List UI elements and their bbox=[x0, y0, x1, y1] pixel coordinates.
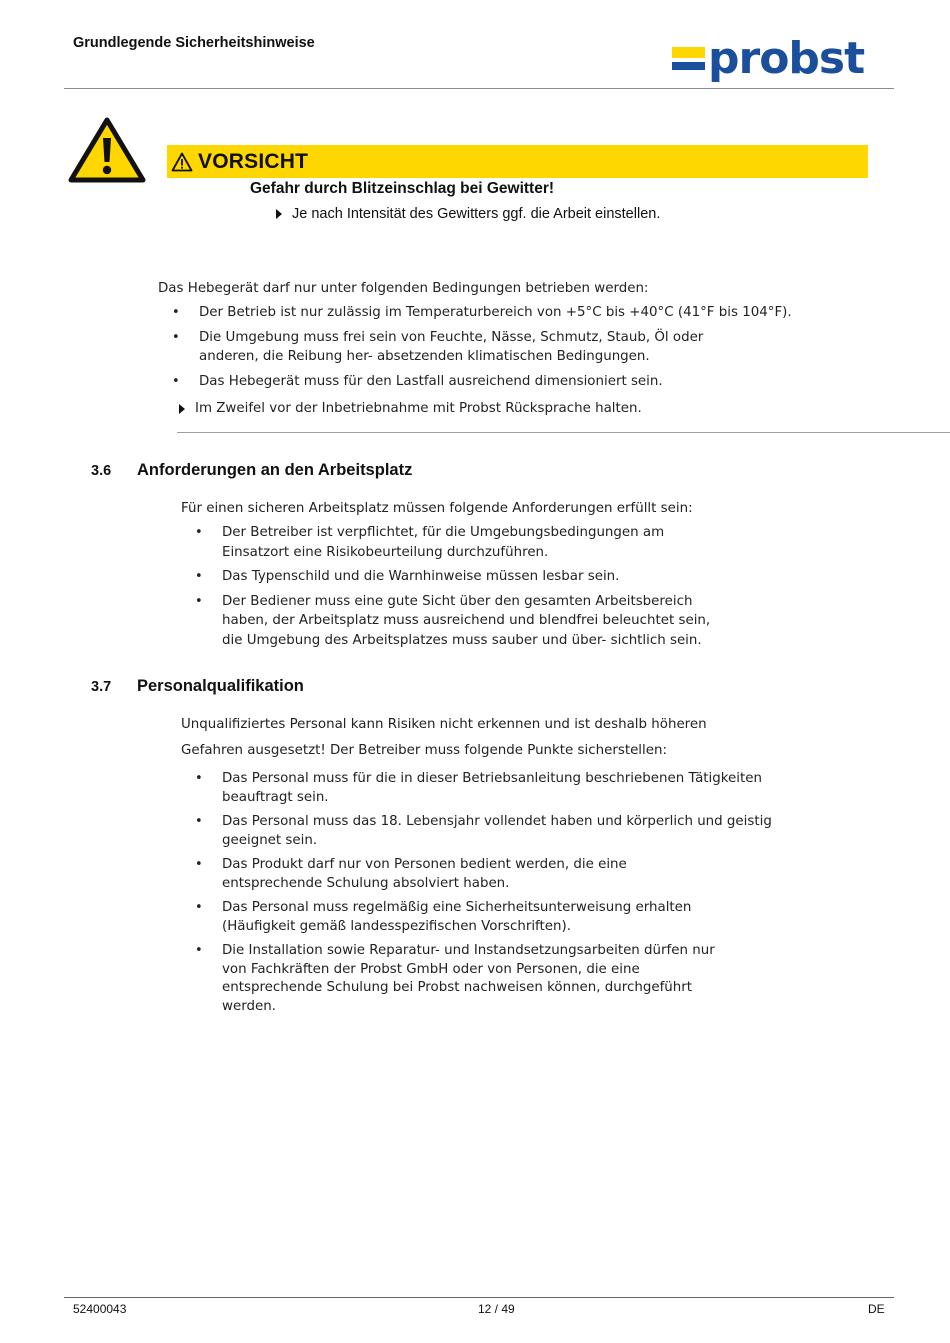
conditions-list bbox=[172, 303, 899, 396]
list-item-line: Die Installation sowie Reparatur- und Instandsetzungsarbeiten dürfen nur bbox=[222, 943, 715, 958]
list-item-line: geeignet sein. bbox=[222, 832, 318, 848]
list-item-line: die Umgebung des Arbeitsplatzes muss sauber und über- sichtlich sein. bbox=[222, 632, 702, 648]
list-item-line: (Häufigkeit gemäß landesspezifischen Vorschriften). bbox=[222, 918, 571, 934]
footer-divider bbox=[64, 1297, 894, 1298]
workplace-requirements-list bbox=[195, 523, 902, 655]
logo-text: probst bbox=[708, 38, 865, 84]
list-item-line: entsprechende Schulung absolviert haben. bbox=[222, 875, 510, 891]
page-header-title: Grundlegende Sicherheitshinweise bbox=[73, 35, 315, 51]
conditions-action-text: Im Zweifel vor der Inbetriebnahme mit Probst Rücksprache halten. bbox=[195, 401, 642, 416]
caution-sign-icon bbox=[171, 152, 193, 172]
list-item-line: beauftragt sein. bbox=[222, 789, 329, 805]
list-item: • Das Produkt darf nur von Personen bedient werden, die eine entsprechende Schulung absolviert haben. bbox=[222, 856, 912, 893]
list-item-line: Der Bediener muss eine gute Sicht über den gesamten Arbeitsbereich bbox=[222, 593, 693, 609]
list-item-line: entsprechende Schulung bei Probst nachweisen können, durchgeführt bbox=[222, 980, 693, 995]
list-item: • Das Personal muss regelmäßig eine Sicherheitsunterweisung erhalten (Häufigkeit gemäß landesspezifischen Vorschriften). bbox=[222, 899, 912, 936]
list-item-line: werden. bbox=[222, 998, 276, 1014]
warning-title: Gefahr durch Blitzeinschlag bei Gewitter! bbox=[250, 180, 555, 197]
list-item-line: von Fachkräften der Probst GmbH oder von Personen, die eine bbox=[222, 961, 640, 977]
warning-action-text: Je nach Intensität des Gewitters ggf. die Arbeit einstellen. bbox=[292, 206, 661, 222]
list-item-line: Der Betreiber ist verpflichtet, für die Umgebungsbedingungen am bbox=[222, 525, 665, 540]
list-item: • Das Typenschild und die Warnhinweise müssen lesbar sein. bbox=[222, 567, 902, 587]
list-item: • Der Betrieb ist nur zulässig im Temperaturbereich von +5°C bis +40°C (41°F bis 104°F). bbox=[199, 303, 899, 323]
action-arrow-icon bbox=[276, 209, 282, 219]
action-arrow-icon bbox=[179, 404, 185, 414]
list-item-line: anderen, die Reibung her- absetzenden klimatischen Bedingungen. bbox=[199, 349, 650, 364]
list-item: • Der Betreiber ist verpflichtet, für die Umgebungsbedingungen am Einsatzort eine Risikobeurteilung durchzuführen. bbox=[222, 523, 902, 562]
section-number: 3.6 bbox=[91, 463, 112, 479]
section-title: Personalqualifikation bbox=[137, 677, 304, 695]
list-item-line: Der Betrieb ist nur zulässig im Temperaturbereich von +5°C bis +40°C (41°F bis 104°F). bbox=[199, 305, 792, 320]
list-item-line: Einsatzort eine Risikobeurteilung durchzuführen. bbox=[222, 544, 549, 560]
list-item-line: Das Typenschild und die Warnhinweise müssen lesbar sein. bbox=[222, 569, 620, 584]
list-item: • Die Installation sowie Reparatur- und Instandsetzungsarbeiten dürfen nur von Fachkräften der Probst GmbH oder von Personen, die eine entsprechende Schulung bei Probst nachweisen können, durchgeführt werden. bbox=[222, 942, 912, 1016]
list-item-line: Das Personal muss regelmäßig eine Sicherheitsunterweisung erhalten bbox=[222, 900, 692, 915]
list-item: • Das Personal muss das 18. Lebensjahr vollendet haben und körperlich und geistig geeignet sein. bbox=[222, 813, 912, 850]
list-item-line: Das Personal muss für die in dieser Betriebsanleitung beschriebenen Tätigkeiten bbox=[222, 771, 762, 786]
list-item: • Das Personal muss für die in dieser Betriebsanleitung beschriebenen Tätigkeiten beauftragt sein. bbox=[222, 770, 912, 807]
caution-banner bbox=[167, 145, 868, 178]
footer-language: DE bbox=[868, 1302, 885, 1316]
warning-end-divider bbox=[177, 432, 950, 433]
list-item-line: Das Hebegerät muss für den Lastfall ausreichend dimensioniert sein. bbox=[199, 373, 663, 389]
footer-page-number: 12 / 49 bbox=[478, 1302, 515, 1316]
header-divider bbox=[64, 88, 894, 89]
list-item: • Der Bediener muss eine gute Sicht über den gesamten Arbeitsbereich haben, der Arbeitsplatz muss ausreichend und blendfrei beleuchtet sein, die Umgebung des Arbeitsplatzes muss sauber und über- sichtlich sein. bbox=[222, 592, 902, 651]
warning-action bbox=[276, 206, 660, 222]
list-item: • Das Hebegerät muss für den Lastfall ausreichend dimensioniert sein. bbox=[199, 372, 899, 392]
probst-logo bbox=[672, 38, 888, 84]
list-item-line: Das Produkt darf nur von Personen bedient werden, die eine bbox=[222, 857, 627, 872]
list-item-line: Die Umgebung muss frei sein von Feuchte, Nässe, Schmutz, Staub, Öl oder bbox=[199, 329, 704, 345]
conditions-intro: Das Hebegerät darf nur unter folgenden Bedingungen betrieben werden: bbox=[158, 281, 649, 296]
list-item-line: Das Personal muss das 18. Lebensjahr vollendet haben und körperlich und geistig bbox=[222, 814, 772, 829]
conditions-action bbox=[179, 399, 642, 419]
warning-triangle-icon bbox=[68, 116, 146, 184]
list-item-line: haben, der Arbeitsplatz muss ausreichend und blendfrei beleuchtet sein, bbox=[222, 613, 711, 628]
section-intro-line: Gefahren ausgesetzt! Der Betreiber muss folgende Punkte sicherstellen: bbox=[181, 743, 667, 758]
section-intro: Für einen sicheren Arbeitsplatz müssen folgende Anforderungen erfüllt sein: bbox=[181, 501, 693, 516]
section-title: Anforderungen an den Arbeitsplatz bbox=[137, 461, 413, 479]
section-intro-line: Unqualifiziertes Personal kann Risiken nicht erkennen und ist deshalb höheren bbox=[181, 717, 707, 732]
section-number: 3.7 bbox=[91, 679, 112, 695]
caution-label: VORSICHT bbox=[198, 149, 309, 173]
list-item: • Die Umgebung muss frei sein von Feuchte, Nässe, Schmutz, Staub, Öl oder anderen, die Reibung her- absetzenden klimatischen Bedingungen. bbox=[199, 328, 899, 367]
personnel-qualification-list bbox=[195, 770, 912, 1021]
footer-doc-number: 52400043 bbox=[73, 1302, 127, 1316]
